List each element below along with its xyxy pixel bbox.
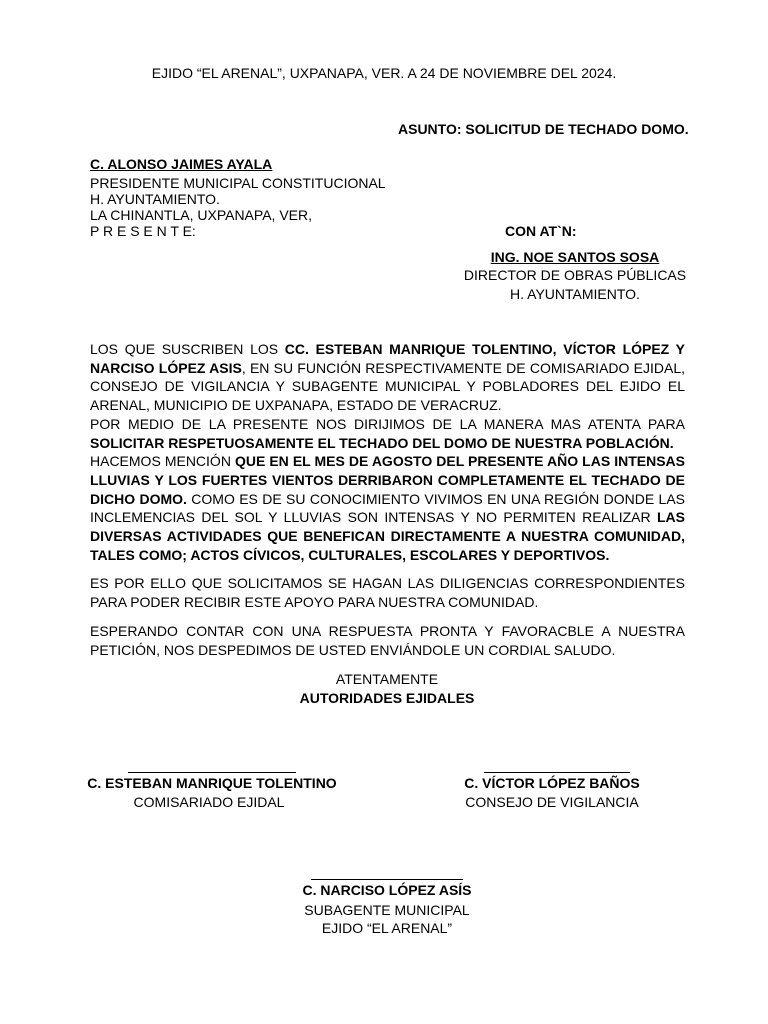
signer-left-name: C. ESTEBAN MANRIQUE TOLENTINO <box>87 775 337 791</box>
signer-bottom-role: SUBAGENTE MUNICIPAL <box>304 902 470 918</box>
signer-bottom-name: C. NARCISO LÓPEZ ASÍS <box>302 882 472 898</box>
attention-org: H. AYUNTAMIENTO. <box>510 286 640 302</box>
subject-line: ASUNTO: SOLICITUD DE TECHADO DOMO. <box>398 121 689 137</box>
signer-right-name: C. VÍCTOR LÓPEZ BAÑOS <box>464 775 640 791</box>
attention-title: DIRECTOR DE OBRAS PÚBLICAS <box>463 267 687 283</box>
p1-text-c: , EN SU FUNCIÓN RESPECTIVAMENTE DE COMISARIADO EJIDAL, CONSEJO DE VIGILANCIA Y SUBAGENTE MUNICIPAL Y POBLADORES DEL EJIDO EL ARENAL, MUNICIPIO DE UXPANAPA, ESTADO DE VERACRUZ. <box>90 359 685 414</box>
p1-text-a: LOS QUE SUSCRIBEN LOS <box>90 341 285 357</box>
closing-authority: AUTORIDADES EJIDALES <box>299 690 475 706</box>
attention-label: CON AT`N: <box>505 223 577 239</box>
signer-left-role: COMISARIADO EJIDAL <box>133 794 285 810</box>
p3-event: QUE EN EL MES DE AGOSTO DEL PRESENTE AÑO LAS INTENSAS LLUVIAS Y LOS FUERTES VIENTOS DERRIBARON COMPLETAMENTE EL TECHADO DE DICHO DOMO. <box>90 453 685 507</box>
body-paragraph-farewell: ESPERANDO CONTAR CON UNA RESPUESTA PRONTA Y FAVORACBLE A NUESTRA PETICIÓN, NOS DESPEDIMOS DE USTED ENVIÁNDOLE UN CORDIAL SALUDO. <box>90 623 685 658</box>
p3-text-c: COMO ES DE SU CONOCIMIENTO VIVIMOS EN UNA REGIÓN DONDE LAS INCLEMENCIAS DEL SOL Y LLUVIAS SON INTENSAS Y NO PERMITEN REALIZAR <box>90 490 685 526</box>
p1-signers: CC. ESTEBAN MANRIQUE TOLENTINO, VÍCTOR LÓPEZ Y NARCISO LÓPEZ ASIS <box>90 341 686 376</box>
attention-name: ING. NOE SANTOS SOSA <box>490 249 660 265</box>
recipient-presente: P R E S E N T E: <box>90 223 196 239</box>
signature-line-bottom <box>311 879 463 880</box>
body-paragraph-main <box>90 340 685 564</box>
recipient-name: C. ALONSO JAIMES AYALA <box>90 156 273 172</box>
recipient-title: PRESIDENTE MUNICIPAL CONSTITUCIONAL <box>90 175 386 191</box>
signature-line-left <box>128 772 296 773</box>
p2-text-a: POR MEDIO DE LA PRESENTE NOS DIRIJIMOS DE LA MANERA MAS ATENTA PARA <box>90 415 685 432</box>
signer-right-role: CONSEJO DE VIGILANCIA <box>465 794 639 810</box>
recipient-location: LA CHINANTLA, UXPANAPA, VER, <box>90 207 312 223</box>
place-date: EJIDO “EL ARENAL”, UXPANAPA, VER. A 24 DE NOVIEMBRE DEL 2024. <box>151 65 617 81</box>
body-paragraph-reason: ES POR ELLO QUE SOLICITAMOS SE HAGAN LAS DILIGENCIAS CORRESPONDIENTES PARA PODER RECIBIR ESTE APOYO PARA NUESTRA COMUNIDAD. <box>90 575 685 610</box>
p3-text-a: HACEMOS MENCIÓN <box>90 453 235 470</box>
p3-activities: LAS DIVERSAS ACTIVIDADES QUE BENEFICAN DIRECTAMENTE A NUESTRA COMUNIDAD, TALES COMO; ACTOS CÍVICOS, CULTURALES, ESCOLARES Y DEPORTIVOS. <box>90 509 685 563</box>
p2-request: SOLICITAR RESPETUOSAMENTE EL TECHADO DEL DOMO DE NUESTRA POBLACIÓN. <box>90 434 674 451</box>
signature-line-right <box>484 772 630 773</box>
signer-bottom-org: EJIDO “EL ARENAL” <box>321 920 453 936</box>
recipient-org: H. AYUNTAMIENTO. <box>90 191 220 207</box>
closing-regards: ATENTAMENTE <box>335 671 439 687</box>
